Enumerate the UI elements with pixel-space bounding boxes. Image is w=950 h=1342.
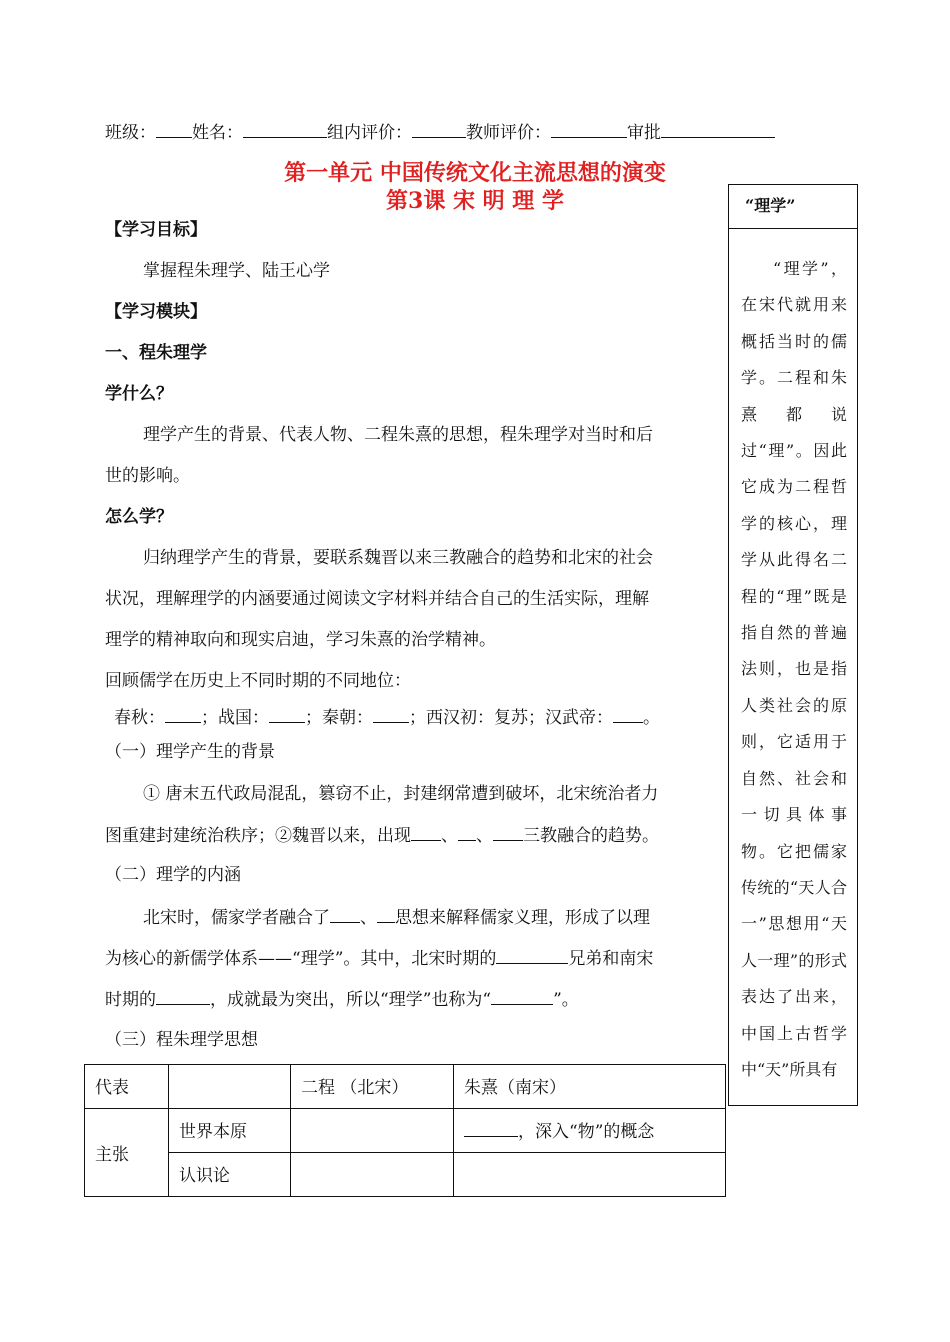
thought-table xyxy=(84,1064,726,1197)
qin-blank[interactable] xyxy=(373,706,409,723)
group-eval-label: 组内评价： xyxy=(327,123,412,143)
section-heading: 一、程朱理学 xyxy=(105,343,207,363)
religion-blank-2[interactable] xyxy=(458,824,476,841)
period-chunqiu: 春秋： xyxy=(114,708,165,728)
religion-blank-3[interactable] xyxy=(493,824,523,841)
row2-zhu-cell[interactable] xyxy=(454,1153,726,1197)
content-text-3b: ，成就最为突出，所以“理学”也称为“ xyxy=(210,990,492,1010)
content-text-1b: 思想来解释儒家义理，形成了以理 xyxy=(395,908,650,928)
sub-heading-2: （二）理学的内涵 xyxy=(105,865,241,885)
wudi-blank[interactable] xyxy=(613,706,643,723)
how-text-2: 状况，理解理学的内涵要通过阅读文字材料并结合自己的生活实际，理解 xyxy=(105,589,649,609)
thought-blank-2[interactable] xyxy=(377,906,395,923)
class-label: 班级： xyxy=(105,123,156,143)
col-zhu: 朱熹（南宋） xyxy=(454,1065,726,1109)
col-empty xyxy=(169,1065,291,1109)
alias-blank[interactable] xyxy=(491,988,553,1005)
zhanguo-blank[interactable] xyxy=(269,706,305,723)
sub-heading-1: （一）理学产生的背景 xyxy=(105,742,275,762)
period-qin: ；秦朝： xyxy=(305,708,373,728)
module-heading: 【学习模块】 xyxy=(105,302,207,322)
sidebar-box xyxy=(728,184,858,1106)
period-zhanguo: ；战国： xyxy=(201,708,269,728)
teacher-eval-blank[interactable] xyxy=(551,121,627,138)
group-eval-blank[interactable] xyxy=(412,121,466,138)
sidebar-body xyxy=(729,229,857,1088)
name-label: 姓名： xyxy=(192,123,243,143)
what-text-2: 世的影响。 xyxy=(105,466,190,486)
content-sep: 、 xyxy=(360,908,377,928)
col-rep: 代表 xyxy=(85,1065,169,1109)
chunqiu-blank[interactable] xyxy=(165,706,201,723)
how-heading: 怎么学？ xyxy=(105,507,173,527)
approval-label: 审批 xyxy=(627,123,661,143)
content-text-1a: 北宋时，儒家学者融合了 xyxy=(143,908,330,928)
unit-title: 第一单元 中国传统文化主流思想的演变 xyxy=(284,160,666,186)
how-text-1: 归纳理学产生的背景，要联系魏晋以来三教融合的趋势和北宋的社会 xyxy=(143,548,653,568)
content-text-2 xyxy=(105,947,653,970)
row-group-label: 主张 xyxy=(85,1109,169,1197)
content-text-2b: 兄弟和南宋 xyxy=(568,949,654,969)
teacher-eval-label: 教师评价： xyxy=(466,123,551,143)
origin-blank[interactable] xyxy=(464,1120,518,1137)
bg-text-2b: 三教融合的趋势。 xyxy=(523,826,659,846)
period-end: 。 xyxy=(643,708,660,728)
row2-cheng-cell[interactable] xyxy=(291,1153,454,1197)
row1-zhu-text: ，深入“物”的概念 xyxy=(518,1122,655,1142)
review-line: 回顾儒学在历史上不同时期的不同地位： xyxy=(105,671,411,691)
lesson-title: 第3课 宋 明 理 学 xyxy=(386,188,564,214)
bg-text-1: ① 唐末五代政局混乱，篡窃不止，封建纲常遭到破坏，北宋统治者力 xyxy=(143,784,659,804)
religion-blank-1[interactable] xyxy=(411,824,441,841)
thought-blank-1[interactable] xyxy=(330,906,360,923)
what-heading: 学什么？ xyxy=(105,384,173,404)
name-blank[interactable] xyxy=(243,121,327,138)
what-text-1: 理学产生的背景、代表人物、二程朱熹的思想，程朱理学对当时和后 xyxy=(143,425,653,445)
row1-label: 世界本原 xyxy=(169,1109,291,1153)
sidebar-title: “理学” xyxy=(729,185,857,229)
col-cheng: 二程 （北宋） xyxy=(291,1065,454,1109)
content-text-3a: 时期的 xyxy=(105,990,156,1010)
southern-blank[interactable] xyxy=(156,988,210,1005)
content-text-2a: 为核心的新儒学体系——“理学”。其中，北宋时期的 xyxy=(105,949,497,969)
header-line xyxy=(105,121,775,144)
approval-blank[interactable] xyxy=(661,121,775,138)
bg-text-2 xyxy=(105,824,659,847)
objectives-heading: 【学习目标】 xyxy=(105,220,207,240)
objectives-text: 掌握程朱理学、陆王心学 xyxy=(143,261,330,281)
content-text-3c: ”。 xyxy=(553,990,579,1010)
brothers-blank[interactable] xyxy=(496,947,568,964)
content-text-1 xyxy=(143,906,650,929)
row1-zhu-cell[interactable] xyxy=(454,1109,726,1153)
sub-heading-3: （三）程朱理学思想 xyxy=(105,1030,258,1050)
period-xihan: ；西汉初：复苏；汉武帝： xyxy=(409,708,613,728)
periods-line xyxy=(114,706,660,729)
bg-sep-1: 、 xyxy=(441,826,458,846)
content-text-3 xyxy=(105,988,579,1011)
sidebar-text: “理学”，在宋代就用来概括当时的儒学。二程和朱熹都说过“理”。因此它成为二程哲学的核心，理学从此得名二程的“理”既是指自然的普遍法则，也是指人类社会的原则，它适用于自然、社会和一切具体事物。它把儒家传统的“天人合一”思想用“天人一理”的形式表达了出来，中国上古哲学中“天”所具有 xyxy=(741,259,847,1079)
bg-sep-2: 、 xyxy=(476,826,493,846)
how-text-3: 理学的精神取向和现实启迪，学习朱熹的治学精神。 xyxy=(105,630,496,650)
row1-cheng-cell[interactable] xyxy=(291,1109,454,1153)
bg-text-2a: 图重建封建统治秩序；②魏晋以来，出现 xyxy=(105,826,411,846)
class-blank[interactable] xyxy=(156,121,192,138)
row2-label: 认识论 xyxy=(169,1153,291,1197)
